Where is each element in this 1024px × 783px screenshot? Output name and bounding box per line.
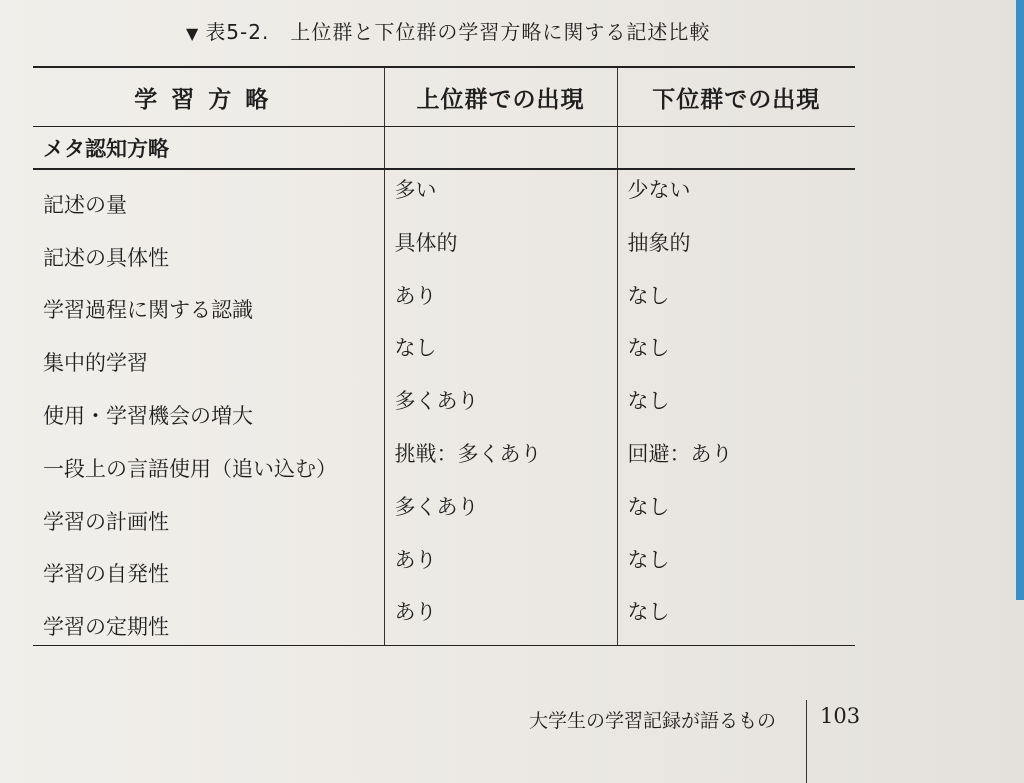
strategy-name: 学習の定期性 (33, 592, 384, 645)
section-spacer (617, 127, 855, 170)
page-number: 103 (820, 704, 861, 728)
table-title: 表5-2. 上位群と下位群の学習方略に関する記述比較 (205, 20, 711, 44)
lower-value: 回避：あり (627, 441, 733, 466)
lower-value: なし (627, 547, 670, 572)
strategy-name: 一段上の言語使用（追い込む） (43, 456, 337, 481)
upper-value: 多い (384, 169, 617, 223)
footer-divider (806, 700, 807, 783)
table-row (33, 328, 855, 381)
table-row (33, 169, 855, 223)
table-row (33, 540, 855, 593)
table-row (33, 276, 855, 329)
upper-value: なし (384, 328, 617, 381)
strategy-name: 学習過程に関する認識 (43, 298, 253, 323)
strategy-name: 学習の自発性 (43, 562, 169, 587)
lower-value: 抽象的 (627, 230, 691, 255)
header-strategy: 学習方略 (33, 67, 384, 127)
upper-value: あり (384, 276, 617, 329)
running-title: 大学生の学習記録が語るもの (529, 710, 777, 732)
upper-value: 多くあり (384, 381, 617, 434)
table-header-row (33, 67, 855, 127)
table-caption (186, 16, 710, 45)
lower-value: なし (627, 336, 670, 361)
table-row (33, 592, 855, 645)
upper-value: 挑戦：多くあり (384, 434, 617, 487)
header-upper-group: 上位群での出現 (384, 67, 617, 127)
strategy-name: 学習の計画性 (43, 509, 169, 534)
lower-value: 少ない (627, 178, 691, 202)
table-row (33, 223, 855, 276)
upper-value: 具体的 (384, 223, 617, 276)
lower-value: なし (627, 283, 670, 308)
upper-value: 多くあり (384, 487, 617, 540)
page-edge (1016, 0, 1024, 600)
table-row (33, 381, 855, 434)
strategy-name: 記述の量 (43, 192, 127, 217)
strategy-name: 使用・学習機会の増大 (43, 403, 253, 428)
upper-value: あり (384, 540, 617, 593)
strategy-comparison-table (33, 66, 855, 646)
lower-value: なし (627, 494, 670, 519)
section-row (33, 127, 855, 170)
upper-value: あり (384, 592, 617, 645)
strategy-name: 集中的学習 (43, 351, 148, 376)
table-row (33, 487, 855, 540)
lower-value: なし (617, 592, 855, 645)
header-lower-group: 下位群での出現 (617, 67, 855, 127)
triangle-marker-icon: ▼ (186, 24, 200, 43)
strategy-name: 記述の具体性 (43, 245, 169, 270)
section-spacer (384, 127, 617, 170)
section-label: メタ認知方略 (33, 127, 384, 170)
lower-value: なし (627, 389, 670, 414)
table-row (33, 434, 855, 487)
